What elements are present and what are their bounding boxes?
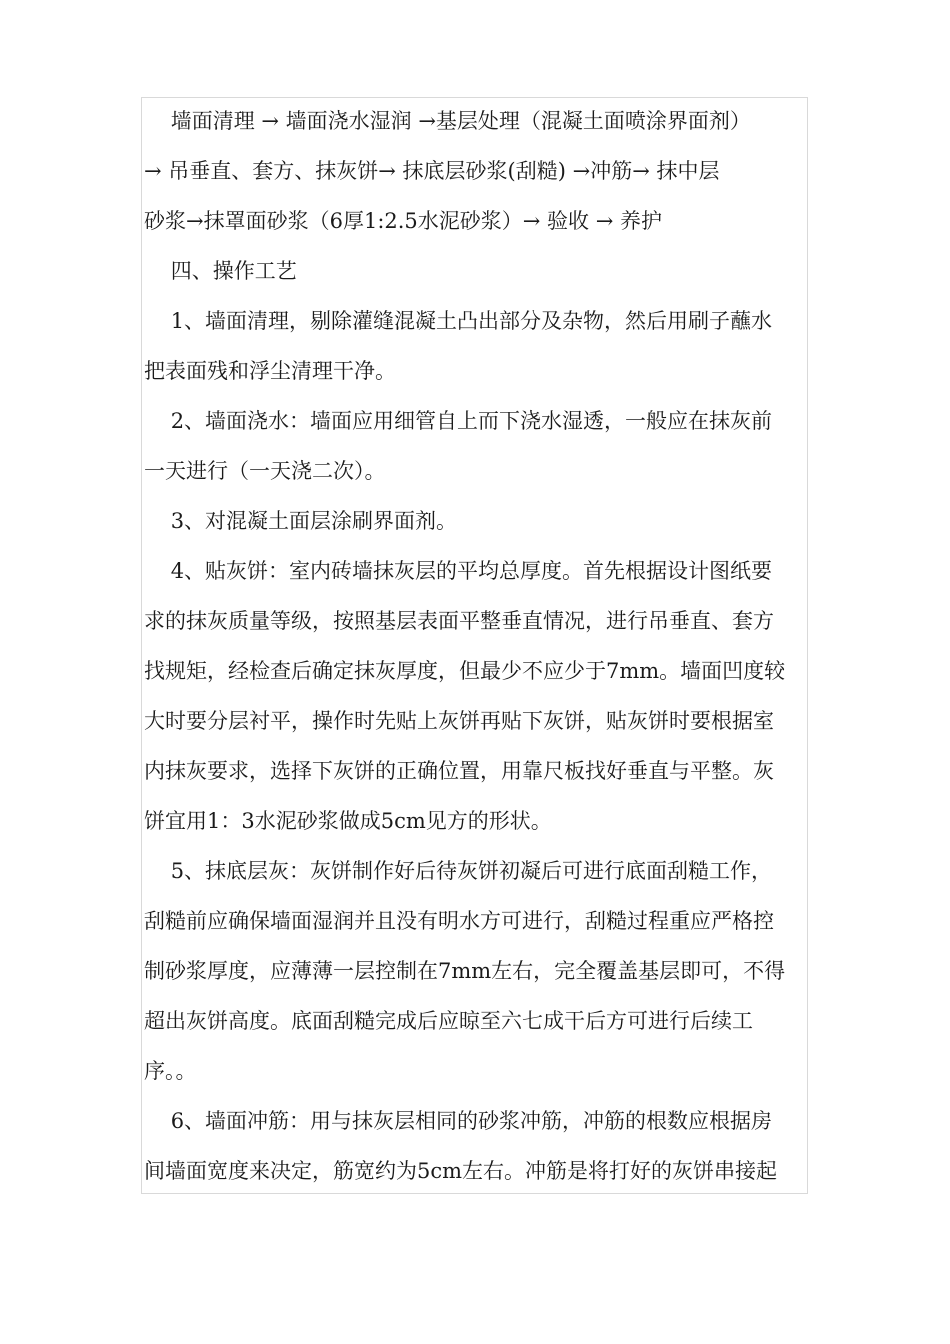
text-line: 1、墙面清理，剔除灌缝混凝土凸出部分及杂物，然后用刷子蘸水 <box>144 309 773 333</box>
text-line: 砂浆→抹罩面砂浆（6厚1:2.5水泥砂浆）→ 验收 → 养护 <box>144 209 663 233</box>
text-line: 4、贴灰饼：室内砖墙抹灰层的平均总厚度。首先根据设计图纸要 <box>144 559 773 583</box>
text-line: → 吊垂直、套方、抹灰饼→ 抹底层砂浆(刮糙) →冲筋→ 抹中层 <box>144 159 720 183</box>
text-line: 序。。 <box>144 1059 197 1083</box>
text-line: 把表面残和浮尘清理干净。 <box>144 359 396 383</box>
document-body <box>144 96 816 1196</box>
text-line: 饼宜用1：3水泥砂浆做成5cm见方的形状。 <box>144 809 552 833</box>
text-line: 2、墙面浇水：墙面应用细管自上而下浇水湿透，一般应在抹灰前 <box>144 409 773 433</box>
text-line: 大时要分层衬平，操作时先贴上灰饼再贴下灰饼，贴灰饼时要根据室 <box>144 709 774 733</box>
text-line: 5、抹底层灰：灰饼制作好后待灰饼初凝后可进行底面刮糙工作， <box>144 859 773 883</box>
section-heading: 四、操作工艺 <box>144 259 297 283</box>
text-line: 6、墙面冲筋：用与抹灰层相同的砂浆冲筋，冲筋的根数应根据房 <box>144 1109 773 1133</box>
text-line: 墙面清理 → 墙面浇水湿润 →基层处理（混凝土面喷涂界面剂） <box>144 109 751 133</box>
text-line: 求的抹灰质量等级，按照基层表面平整垂直情况，进行吊垂直、套方 <box>144 609 774 633</box>
text-line: 一天进行（一天浇二次）。 <box>144 459 386 483</box>
text-line: 间墙面宽度来决定，筋宽约为5cm左右。冲筋是将打好的灰饼串接起 <box>144 1159 778 1183</box>
text-line: 3、对混凝土面层涂刷界面剂。 <box>144 509 458 533</box>
text-line: 刮糙前应确保墙面湿润并且没有明水方可进行，刮糙过程重应严格控 <box>144 909 774 933</box>
text-line: 制砂浆厚度，应薄薄一层控制在7mm左右，完全覆盖基层即可，不得 <box>144 959 786 983</box>
text-line: 找规矩，经检查后确定抹灰厚度，但最少不应少于7mm。墙面凹度较 <box>144 659 786 683</box>
text-line: 超出灰饼高度。底面刮糙完成后应晾至六七成干后方可进行后续工 <box>144 1009 753 1033</box>
text-line: 内抹灰要求，选择下灰饼的正确位置，用靠尺板找好垂直与平整。灰 <box>144 759 774 783</box>
